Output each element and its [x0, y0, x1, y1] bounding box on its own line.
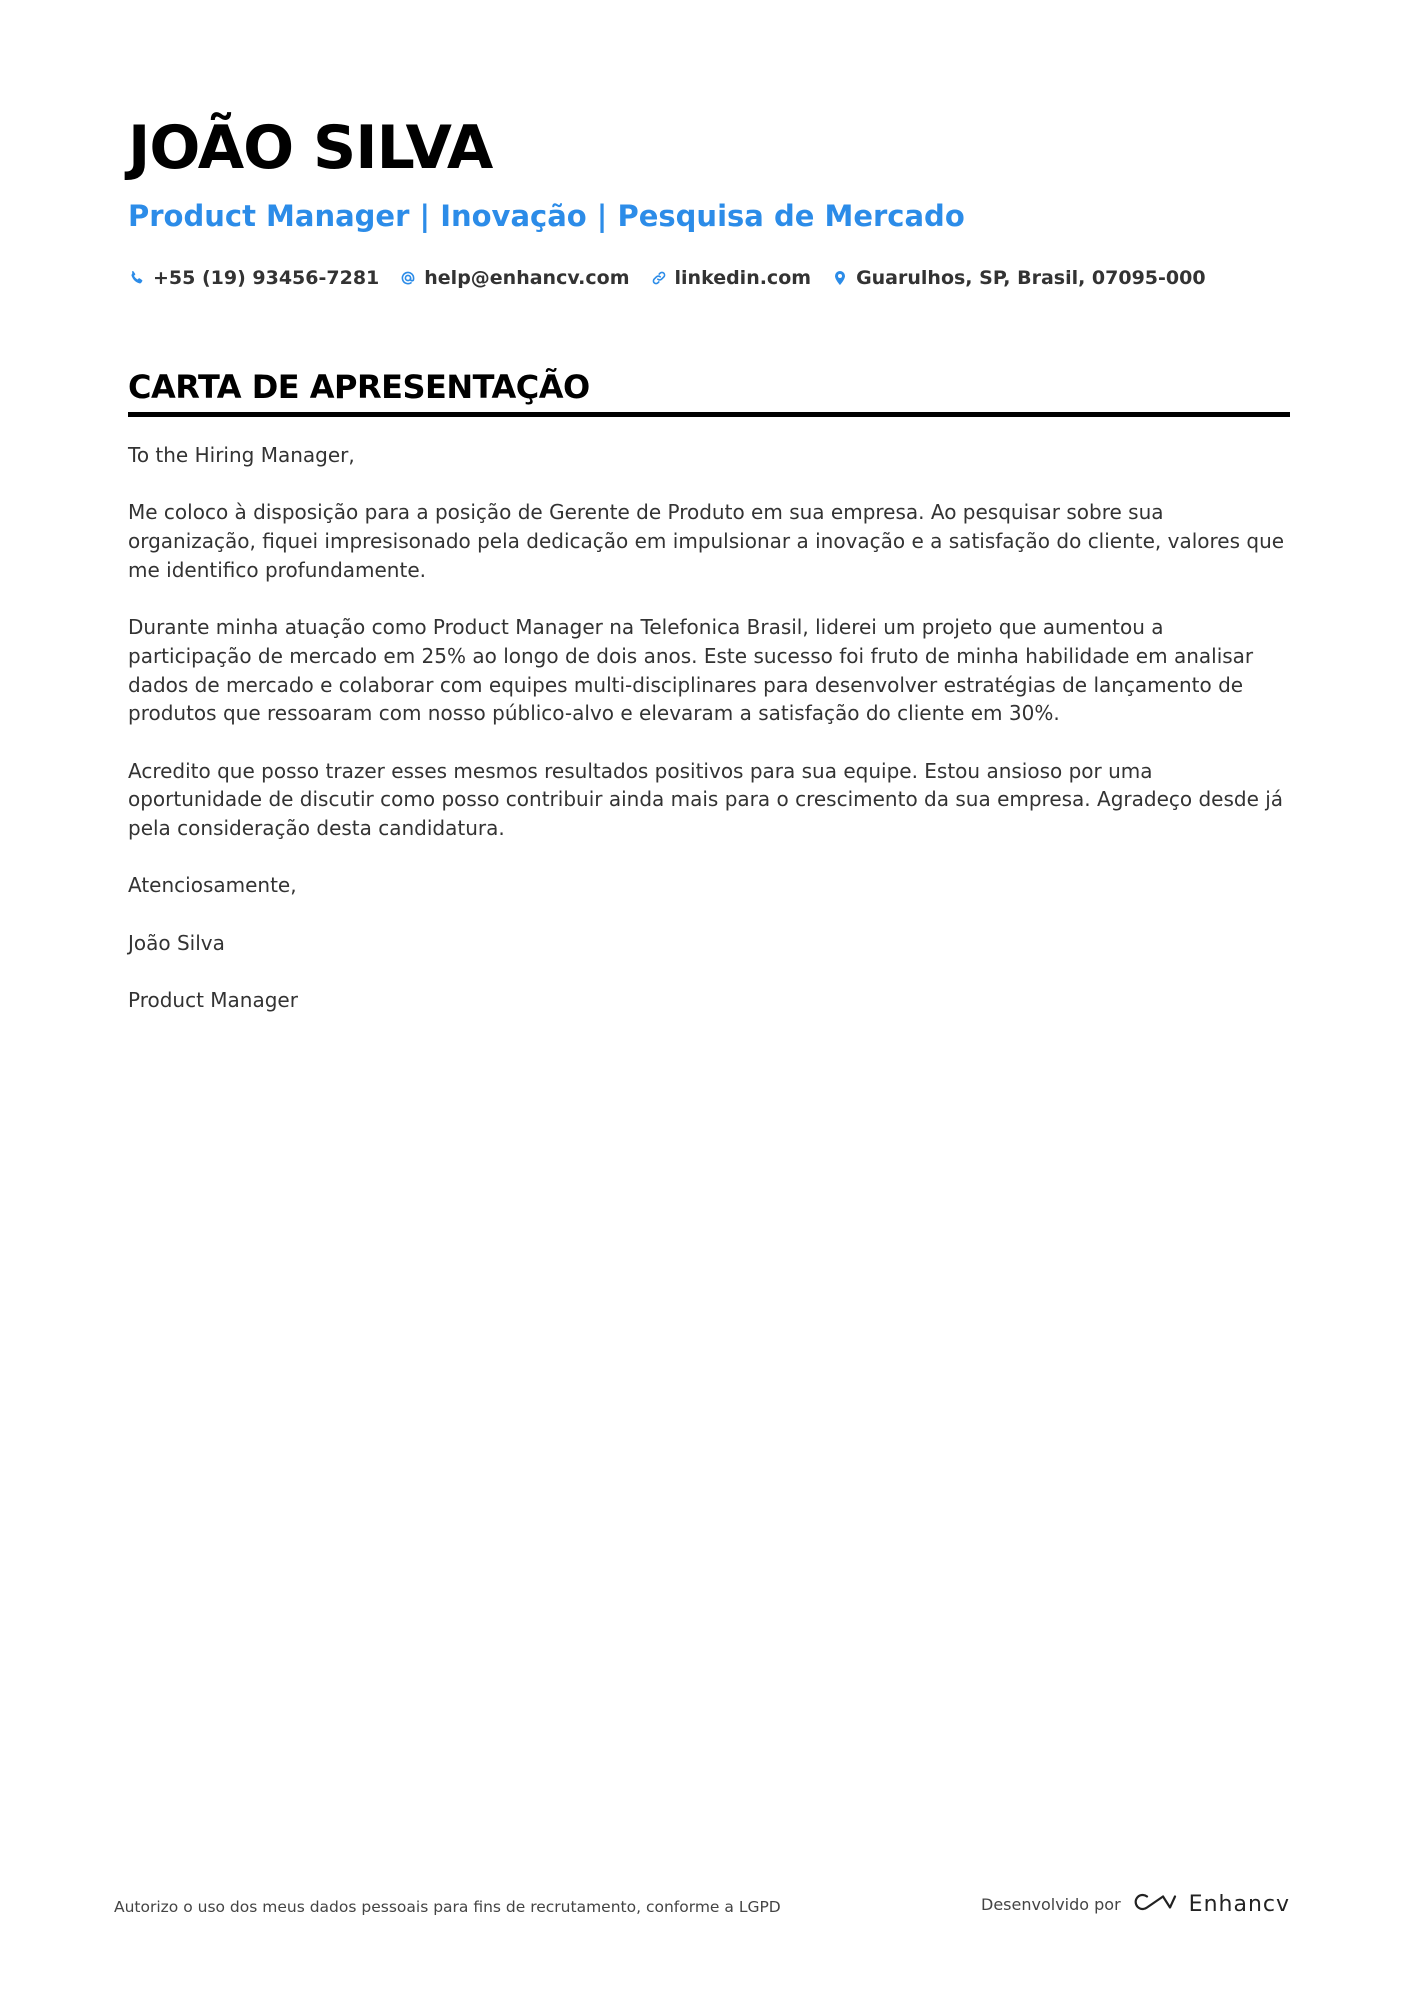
letter-paragraph-1: Me coloco à disposição para a posição de Gerente de Produto em sua empresa. Ao pesquisar sobre sua organização, fiquei impresisonado pela dedicação em impulsionar a inovação e a satisfação do cliente, valores que me identifico profundamente. — [128, 500, 1285, 582]
location-pin-icon — [831, 269, 849, 287]
linkedin-text: linkedin.com — [674, 267, 812, 289]
signature-title: Product Manager — [128, 988, 298, 1013]
contact-phone — [128, 264, 379, 292]
contact-linkedin[interactable] — [650, 264, 812, 292]
candidate-headline: Product Manager | Inovação | Pesquisa de Mercado — [128, 199, 965, 233]
letter-body — [128, 441, 1290, 1015]
contact-bar — [128, 264, 1288, 292]
letter-greeting: To the Hiring Manager, — [128, 443, 355, 467]
location-text: Guarulhos, SP, Brasil, 07095-000 — [856, 267, 1206, 289]
at-icon — [399, 269, 417, 287]
cover-letter-section — [128, 365, 1290, 1044]
resume-header — [128, 108, 1288, 292]
lgpd-consent-text: Autorizo o uso dos meus dados pessoais para fins de recrutamento, conforme a LGPD — [114, 1898, 781, 1916]
candidate-name: JOÃO SILVA — [128, 113, 493, 183]
powered-by-label: Desenvolvido por — [981, 1894, 1121, 1914]
section-divider — [128, 412, 1290, 417]
contact-location — [831, 264, 1206, 292]
email-text: help@enhancv.com — [424, 267, 630, 289]
phone-text: +55 (19) 93456-7281 — [153, 267, 380, 289]
contact-email[interactable] — [399, 264, 629, 292]
section-title: CARTA DE APRESENTAÇÃO — [128, 368, 590, 406]
page-footer — [114, 1888, 1290, 1928]
letter-closing: Atenciosamente, — [128, 873, 297, 898]
enhancv-wordmark: Enhancv — [1188, 1891, 1290, 1917]
powered-by[interactable] — [981, 1890, 1290, 1918]
enhancv-logo-icon — [1133, 1890, 1179, 1918]
signature-name: João Silva — [128, 930, 225, 955]
link-icon — [650, 269, 668, 287]
letter-paragraph-2: Durante minha atuação como Product Manager na Telefonica Brasil, liderei um projeto que aumentou a participação de mercado em 25% ao longo de dois anos. Este sucesso foi fruto de minha habilidade em analisar dados de mercado e colaborar com equipes multi-disciplinares para desenvolver estratégias de lançamento de produtos que ressoaram com nosso público-alvo e elevaram a satisfação do cliente em 30%. — [128, 615, 1254, 726]
letter-paragraph-3: Acredito que posso trazer esses mesmos resultados positivos para sua equipe. Estou ansioso por uma oportunidade de discutir como posso contribuir ainda mais para o crescimento da sua empresa. Agradeço desde já pela consideração desta candidatura. — [128, 758, 1284, 841]
phone-icon — [128, 269, 146, 287]
